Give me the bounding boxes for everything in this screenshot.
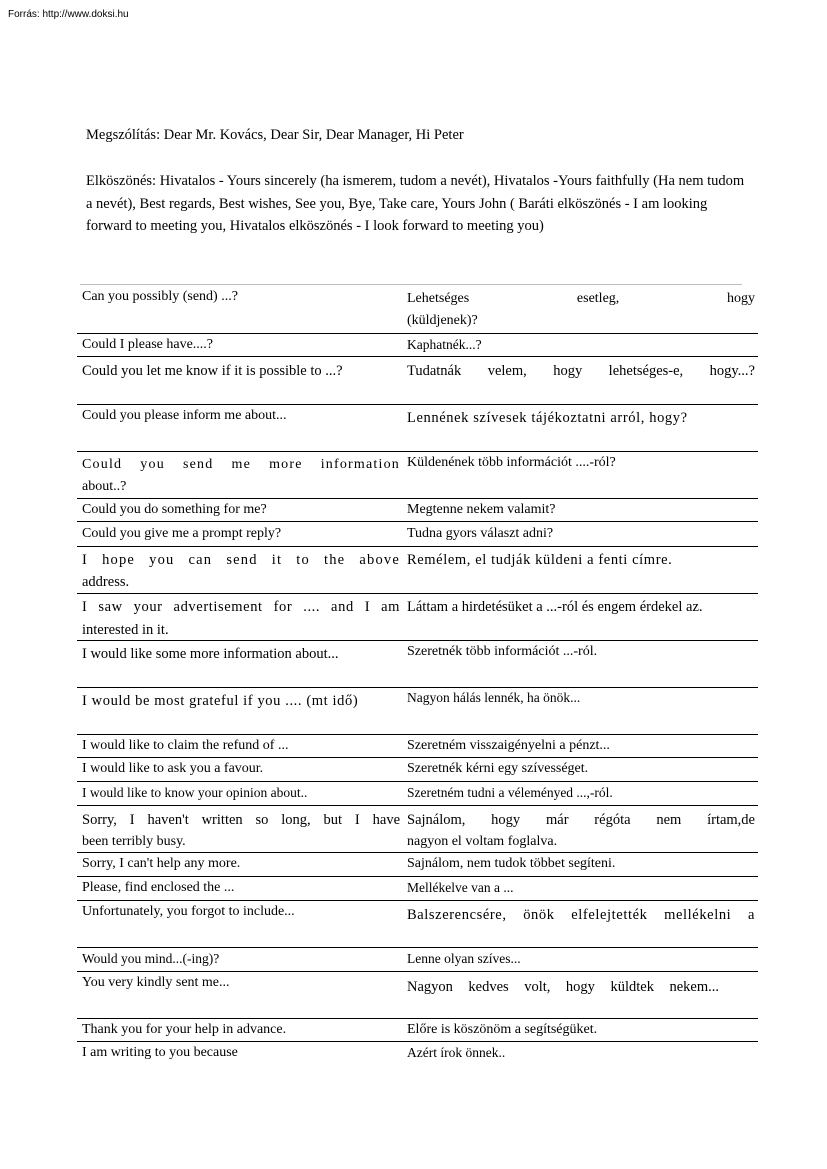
table-row (77, 594, 758, 641)
english-phrase-cont: been terribly busy. (82, 834, 186, 849)
greeting-paragraph: Megszólítás: Dear Mr. Kovács, Dear Sir, Dear Manager, Hi Peter (86, 127, 464, 143)
english-phrase: Sorry, I can't help any more. (82, 856, 241, 871)
english-phrase: I would like to ask you a favour. (82, 761, 264, 776)
english-phrase: Could you let me know if it is possible to ...? (82, 363, 343, 379)
table-row (77, 877, 758, 901)
english-phrase-cont: address. (82, 574, 130, 590)
english-phrase: Would you mind...(-ing)? (82, 951, 220, 966)
source-url: Forrás: http://www.doksi.hu (8, 9, 129, 20)
english-phrase: I am writing to you because (82, 1045, 238, 1060)
english-phrase: Sorry, I haven't written so long, but I have (82, 812, 400, 828)
table-row (77, 452, 758, 499)
hungarian-phrase: Szeretnék kérni egy szívességet. (407, 761, 589, 776)
english-phrase: Could you please inform me about... (82, 408, 287, 423)
table-row (77, 522, 758, 547)
hungarian-phrase: Előre is köszönöm a segítségüket. (407, 1022, 598, 1037)
hungarian-phrase: Láttam a hirdetésüket a ...-ról és engem érdekel az. (407, 599, 703, 615)
table-row (77, 758, 758, 782)
table-row (77, 641, 758, 688)
hungarian-phrase-cont: nagyon el voltam foglalva. (407, 834, 558, 849)
table-row (77, 735, 758, 758)
hungarian-phrase: Lehetséges esetleg, hogy (407, 291, 755, 306)
hungarian-phrase: Sajnálom, nem tudok többet segíteni. (407, 856, 616, 871)
hungarian-phrase: Szeretnék több információt ...-ról. (407, 644, 598, 659)
english-phrase-cont: interested in it. (82, 622, 169, 638)
hungarian-phrase: Tudna gyors választ adni? (407, 526, 554, 541)
table-row-last (77, 1042, 758, 1064)
table-row (77, 499, 758, 522)
table-row (77, 405, 758, 452)
hungarian-phrase: Balszerencsére, önök elfelejtették mellékelni a (407, 907, 755, 923)
hungarian-phrase-cont: (küldjenek)? (407, 313, 478, 328)
table-row (77, 285, 758, 334)
english-phrase: Could I please have....? (82, 337, 214, 352)
table-row (77, 334, 758, 357)
english-phrase: I would be most grateful if you .... (mt idő) (82, 693, 359, 709)
table-row (77, 806, 758, 853)
english-phrase: Could you give me a prompt reply? (82, 526, 282, 541)
table-row (77, 972, 758, 1019)
english-phrase: Thank you for your help in advance. (82, 1022, 287, 1037)
hungarian-phrase: Nagyon hálás lennék, ha önök... (407, 690, 581, 705)
english-phrase: I saw your advertisement for .... and I am (82, 599, 400, 615)
table-row (77, 1019, 758, 1042)
hungarian-phrase: Remélem, el tudják küldeni a fenti címre. (407, 552, 673, 568)
english-phrase: I hope you can send it to the above (82, 552, 400, 568)
hungarian-phrase: Szeretném tudni a véleményed ...,-ról. (407, 785, 613, 800)
english-phrase-cont: about..? (82, 479, 127, 494)
hungarian-phrase: Lennének szívesek tájékoztatni arról, hogy? (407, 410, 688, 426)
hungarian-phrase: Kaphatnék...? (407, 337, 482, 352)
table-row (77, 901, 758, 948)
hungarian-phrase: Tudatnák velem, hogy lehetséges-e, hogy...? (407, 363, 755, 379)
table-row (77, 547, 758, 594)
table-row (77, 357, 758, 405)
english-phrase: Please, find enclosed the ... (82, 880, 235, 895)
hungarian-phrase: Megtenne nekem valamit? (407, 502, 556, 517)
hungarian-phrase: Sajnálom, hogy már régóta nem írtam,de (407, 812, 755, 828)
english-phrase: Could you do something for me? (82, 502, 267, 517)
hungarian-phrase: Mellékelve van a ... (407, 880, 514, 895)
table-row (77, 782, 758, 806)
hungarian-phrase: Nagyon kedves volt, hogy küldtek nekem... (407, 979, 719, 995)
english-phrase: You very kindly sent me... (82, 975, 230, 990)
hungarian-phrase: Lenne olyan szíves... (407, 951, 521, 966)
table-row (77, 688, 758, 735)
table-row (77, 948, 758, 972)
hungarian-phrase: Szeretném visszaigényelni a pénzt... (407, 738, 610, 753)
hungarian-phrase: Azért írok önnek.. (407, 1045, 506, 1060)
english-phrase: Can you possibly (send) ...? (82, 289, 238, 304)
table-row (77, 853, 758, 877)
english-phrase: I would like to claim the refund of ... (82, 738, 289, 753)
english-phrase: I would like some more information about... (82, 646, 339, 662)
english-phrase: Unfortunately, you forgot to include... (82, 904, 295, 919)
english-phrase: Could you send me more information (82, 457, 400, 472)
hungarian-phrase: Küldenének több információt ....-ról? (407, 455, 616, 470)
english-phrase: I would like to know your opinion about.. (82, 785, 308, 800)
closing-paragraph: Elköszönés: Hivatalos - Yours sincerely (ha ismerem, tudom a nevét), Hivatalos -Yours faithfully (Ha nem tudom a nevét), Best regards, Best wishes, See you, Bye, Take care, Yours John ( Baráti elköszönés - I am looking forward to meeting you, Hivatalos elköszönés - I look forward to meeting you) (86, 173, 745, 234)
